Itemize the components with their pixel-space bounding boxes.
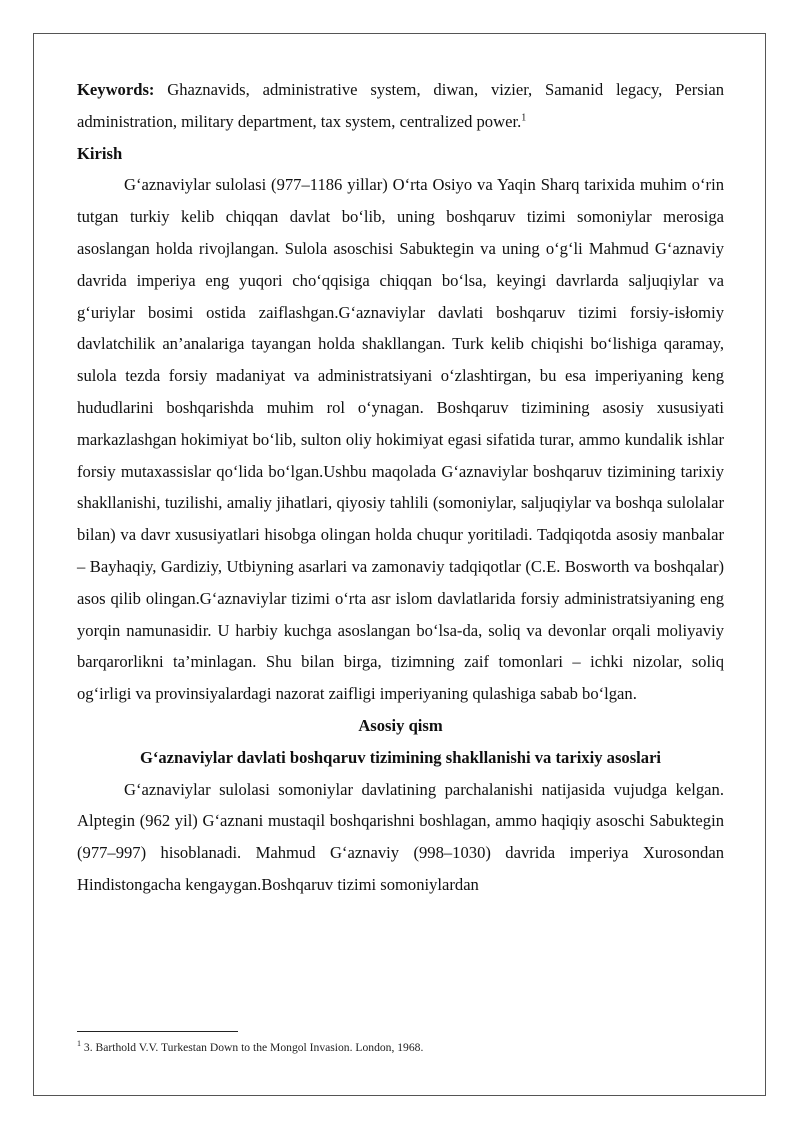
intro-paragraph: G‘aznaviylar sulolasi (977–1186 yillar) O‘rta Osiyo va Yaqin Sharq tarixida muhim o‘rin tutgan turkiy kelib chiqqan davlat bo‘lib, uning boshqaruv tizimi somoniylar merosiga asoslangan holda rivojlangan. Sulola asoschisi Sabuktegin va uning o‘g‘li Mahmud G‘aznaviy davrida imperiya eng yuqori cho‘qqisiga chiqqan bo‘lsa, keyingi davrlarda saljuqiylar va g‘uriylar bosimi ostida zaiflashgan.G‘aznaviylar davlati boshqaruv tizimi forsiy-isłomiy davlatchilik an’analariga tayangan holda shakllangan. Turk kelib chiqishi bo‘lishiga qaramay, sulola tezda forsiy madaniyat va administratsiyani o‘zlashtirgan, bu esa imperiyaning keng hududlarini boshqarishda muhim rol o‘ynagan. Boshqaruv tizimining asosiy xususiyati markazlashgan hokimiyat bo‘lib, sulton oliy hokimiyat egasi sifatida turar, ammo kundalik ishlar forsiy mutaxassislar qo‘lida bo‘lgan.Ushbu maqolada G‘aznaviylar boshqaruv tizimining tarixiy shakllanishi, tuzilishi, amaliy jihatlari, qiyosiy tahlili (somoniylar, saljuqiylar va boshqa sulolalar bilan) va davr xususiyatlari hisobga olingan holda chuqur yoritiladi. Tadqiqotda asosiy manbalar – Bayhaqiy, Gardiziy, Utbiyning asarlari va zamonaviy tadqiqotlar (C.E. Bosworth va boshqalar) asos qilib olingan.G‘aznaviylar tizimi o‘rta asr islom davlatlarida forsiy administratsiyaning eng yorqin namunasidir. U harbiy kuchga asoslangan bo‘lsa-da, soliq va devonlar orqali moliyaviy barqarorlikni ta’minlagan. Shu bilan birga, tizimning zaif tomonlari – ichki nizolar, soliq og‘irligi va provinsiyalardagi nazorat zaifligi imperiyaning qulashiga sabab bo‘lgan. [77,175,724,704]
footnote [77,1040,724,1055]
footnote-number: 1 [77,1039,81,1049]
keywords-text: Ghaznavids, administrative system, diwan, vizier, Samanid legacy, Persian administration, military department, tax system, centralized power. [77,80,724,131]
document-body [77,74,724,901]
footnote-reference[interactable]: 1 [521,112,527,124]
main-paragraph: G‘aznaviylar sulolasi somoniylar davlatining parchalanishi natijasida vujudga kelgan. Alptegin (962 yil) G‘aznani mustaqil boshqarishni boshlagan, ammo haqiqiy asoschi Sabuktegin (977–997) hisoblanadi. Mahmud G‘aznaviy (998–1030) davrida imperiya Xurosondan Hindistongacha kengaygan.Boshqaruv tizimi somoniylardan [77,779,724,894]
footnote-text: 3. Barthold V.V. Turkestan Down to the Mongol Invasion. London, 1968. [81,1041,424,1054]
keywords-label: Keywords: [77,80,155,99]
intro-heading: Kirish [77,143,123,163]
keywords-paragraph [77,74,724,138]
footnote-separator [77,1031,238,1032]
main-heading: Asosiy qism [358,715,443,735]
main-subheading: G‘aznaviylar davlati boshqaruv tizimining shakllanishi va tarixiy asoslari [139,747,662,767]
